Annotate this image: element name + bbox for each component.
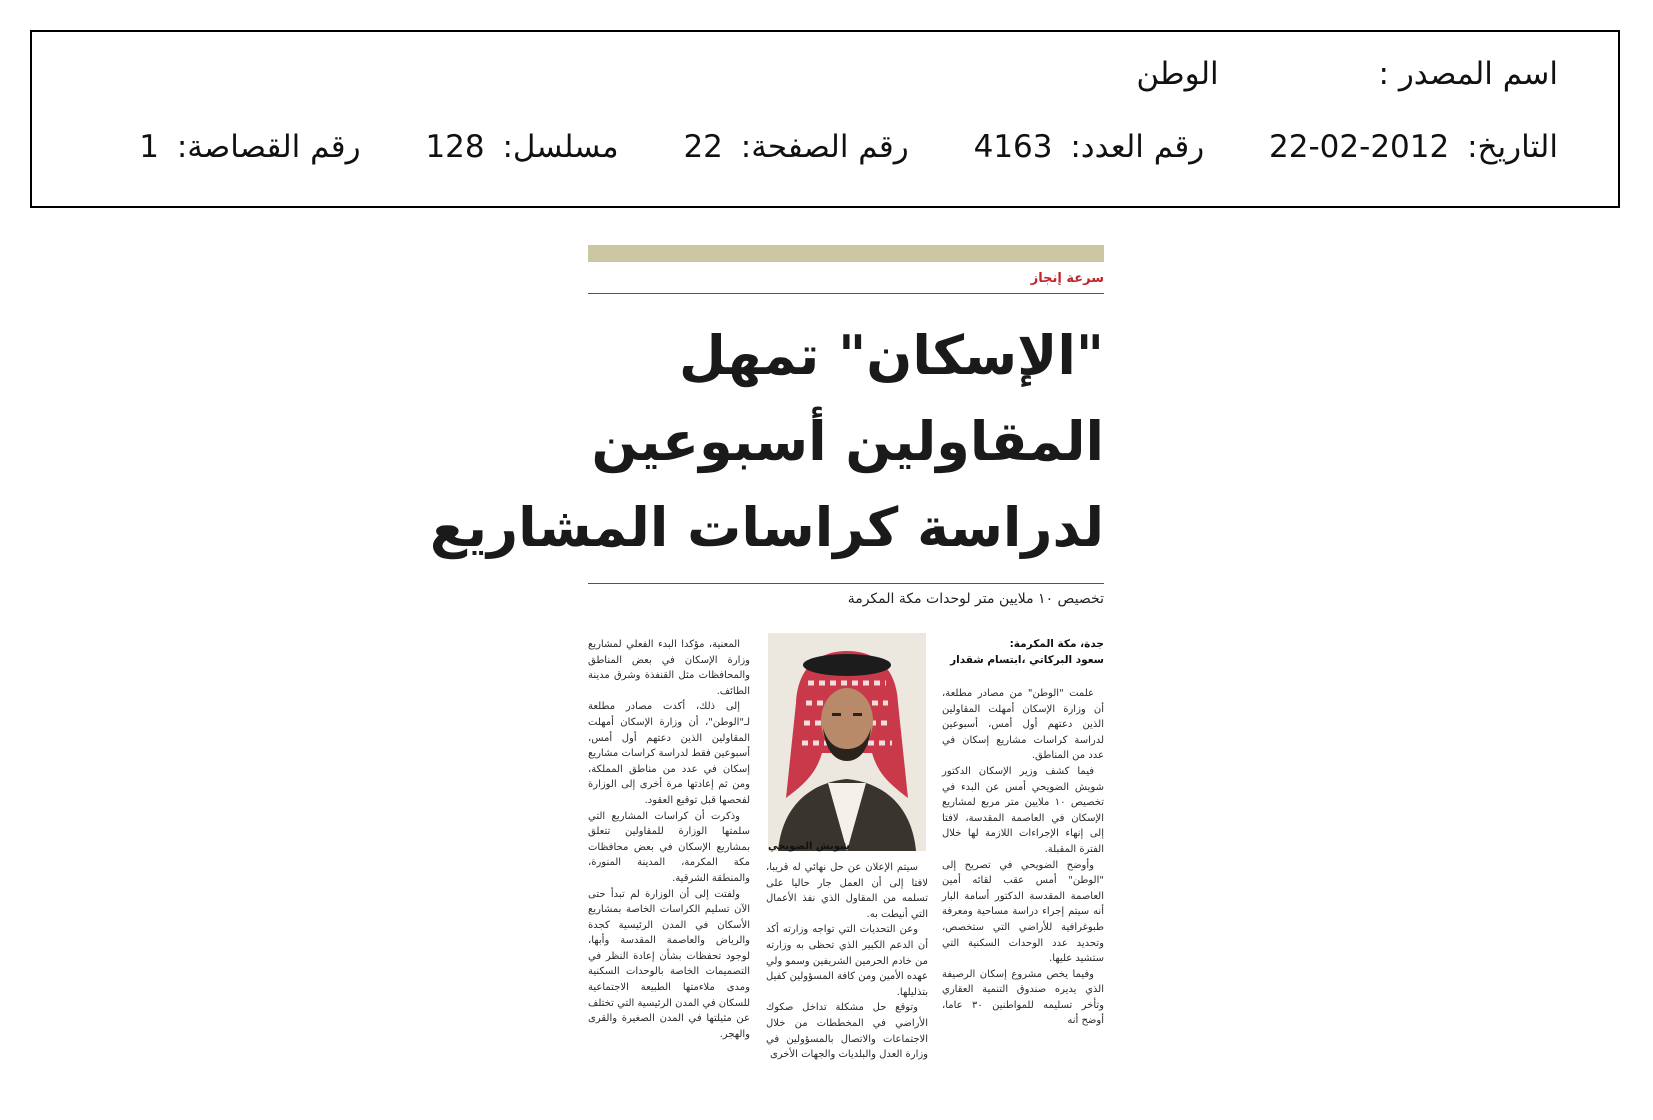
clip-number-field (139, 127, 360, 167)
headline-divider (588, 583, 1104, 584)
headline-line: "الإسكان" تمهل (679, 324, 1104, 387)
paragraph: سيتم الإعلان عن حل نهائي له قريبا، لافتا إلى أن العمل جار حاليا على تسلمه من المقاول الذي نفذ الأعمال التي أنيطت به. (766, 862, 928, 920)
source-value-wrap (1136, 54, 1218, 94)
article-column-left (588, 637, 750, 1042)
headline-line: لدراسة كراسات المشاريع (429, 496, 1104, 559)
top-color-bar (588, 245, 1104, 262)
article-subhead: تخصيص ١٠ ملايين متر لوحدات مكة المكرمة (847, 591, 1104, 607)
serial-label: مسلسل: (502, 129, 619, 165)
issue-label: رقم العدد: (1070, 129, 1205, 165)
page-value: 22 (683, 129, 723, 165)
kicker-divider (588, 293, 1104, 294)
article-column-right (942, 637, 1104, 1029)
paragraph: وعن التحديات التي تواجه وزارته أكد أن الدعم الكبير الذي تحظى به وزارته من خادم الحرمين الشريفين وسمو ولي عهده الأمين ومن كافة المسؤولين كفيل بتذليلها. (766, 924, 928, 998)
date-field (1269, 127, 1558, 167)
article-headline (429, 313, 1104, 571)
newspaper-clipping (429, 245, 1105, 1105)
article-byline (942, 637, 1104, 668)
source-label: اسم المصدر : (1378, 56, 1558, 92)
byline-names: سعود البركاتي ،ابتسام شقدار (950, 653, 1104, 666)
page-field (683, 127, 908, 167)
paragraph: وذكرت أن كراسات المشاريع التي سلمتها الوزارة للمقاولين تتعلق بمشاريع الإسكان في بعض محافظات مكة المكرمة، المدينة المنورة، والمنطقة الشرقية. (588, 810, 750, 884)
paragraph: ولفتت إلى أن الوزارة لم تبدأ حتى الآن تسليم الكراسات الخاصة بمشاريع الأسكان في المدن الرئيسية كجدة والرياض والعاصمة المقدسة وأبها، لوجود تحفظات بشأن إعادة النظر في التصميمات الخاصة بالوحدات السكنية ومدى ملاءمتها الطبيعة الاجتماعية للسكان في المدن الرئيسية التي تختلف عن مثيلتها في المدن الصغيرة والقرى والهجر. (588, 888, 750, 1040)
page-label: رقم الصفحة: (740, 129, 909, 165)
source-value: الوطن (1136, 56, 1219, 92)
date-value: 2012-02-22 (1269, 129, 1450, 165)
portrait-image (768, 633, 926, 851)
paragraph: وتوقع حل مشكلة تداخل صكوك الأراضي في المخططات من خلال الاجتماعات والاتصال بالمسؤولين في وزارة العدل والبلديات والجهات الأخرى (766, 1002, 928, 1061)
headline-line: المقاولين أسبوعين (591, 410, 1104, 473)
paragraph: فيما كشف وزير الإسكان الدكتور شويش الضويحي أمس عن البدء في تخصيص ١٠ ملايين متر مربع لمشاريع الإسكان في العاصمة المقدسة، لافتا إلى إنهاء الإجراءات اللازمة لها خلال الفترة المقبلة. (942, 765, 1104, 855)
source-name (1379, 54, 1558, 94)
photo-caption: شويش الضويحي (768, 841, 850, 852)
issue-value: 4163 (973, 129, 1053, 165)
article-kicker: سرعة إنجاز (1030, 271, 1104, 286)
article-column-middle (766, 860, 928, 1063)
date-label: التاريخ: (1467, 129, 1558, 165)
minister-photo (768, 633, 926, 851)
serial-field (425, 127, 618, 167)
paragraph: وأوضح الضويحي في تصريح إلى "الوطن" أمس عقب لقائه أمين العاصمة المقدسة الدكتور أسامة البار أنه سيتم إجراء دراسة مساحية ومعرفة طبوغرافية للأراضي التي ستخصص، وتحديد عدد الوحدات السكنية التي ستشيد عليها. (942, 859, 1104, 965)
paragraph: المعنية، مؤكدا البدء الفعلي لمشاريع وزارة الإسكان في بعض المناطق والمحافظات مثل القنفذة وشرق مدينة الطائف. (588, 639, 750, 697)
details-row (84, 127, 1558, 167)
issue-field (974, 127, 1205, 167)
paragraph: إلى ذلك، أكدت مصادر مطلعة لـ"الوطن"، أن وزارة الإسكان أمهلت المقاولين الذين دعتهم أول أمس، أسبوعين فقط لدراسة كراسات مشاريع إسكان في عدد من مناطق المملكة، ومن ثم إعادتها مرة أخرى إلى الوزارة لفحصها قبل توقيع العقود. (588, 701, 750, 806)
source-row (1136, 54, 1558, 94)
paragraph: علمت "الوطن" من مصادر مطلعة، أن وزارة الإسكان أمهلت المقاولين الذين دعتهم أول أمس، أسبوعين لدراسة كراسات مشاريع إسكان في عدد من المناطق. (942, 688, 1104, 762)
paragraph: وفيما يخص مشروع إسكان الرصيفة الذي يديره صندوق التنمية العقاري وتأخر تسليمه للمواطنين ٣٠ عاما، أوضح أنه (942, 968, 1105, 1027)
serial-value: 128 (425, 129, 485, 165)
clip-number-value: 1 (139, 129, 159, 165)
clip-number-label: رقم القصاصة: (176, 129, 361, 165)
byline-place: جدة، مكة المكرمة: (1009, 638, 1104, 650)
clipping-info-box (30, 30, 1620, 208)
